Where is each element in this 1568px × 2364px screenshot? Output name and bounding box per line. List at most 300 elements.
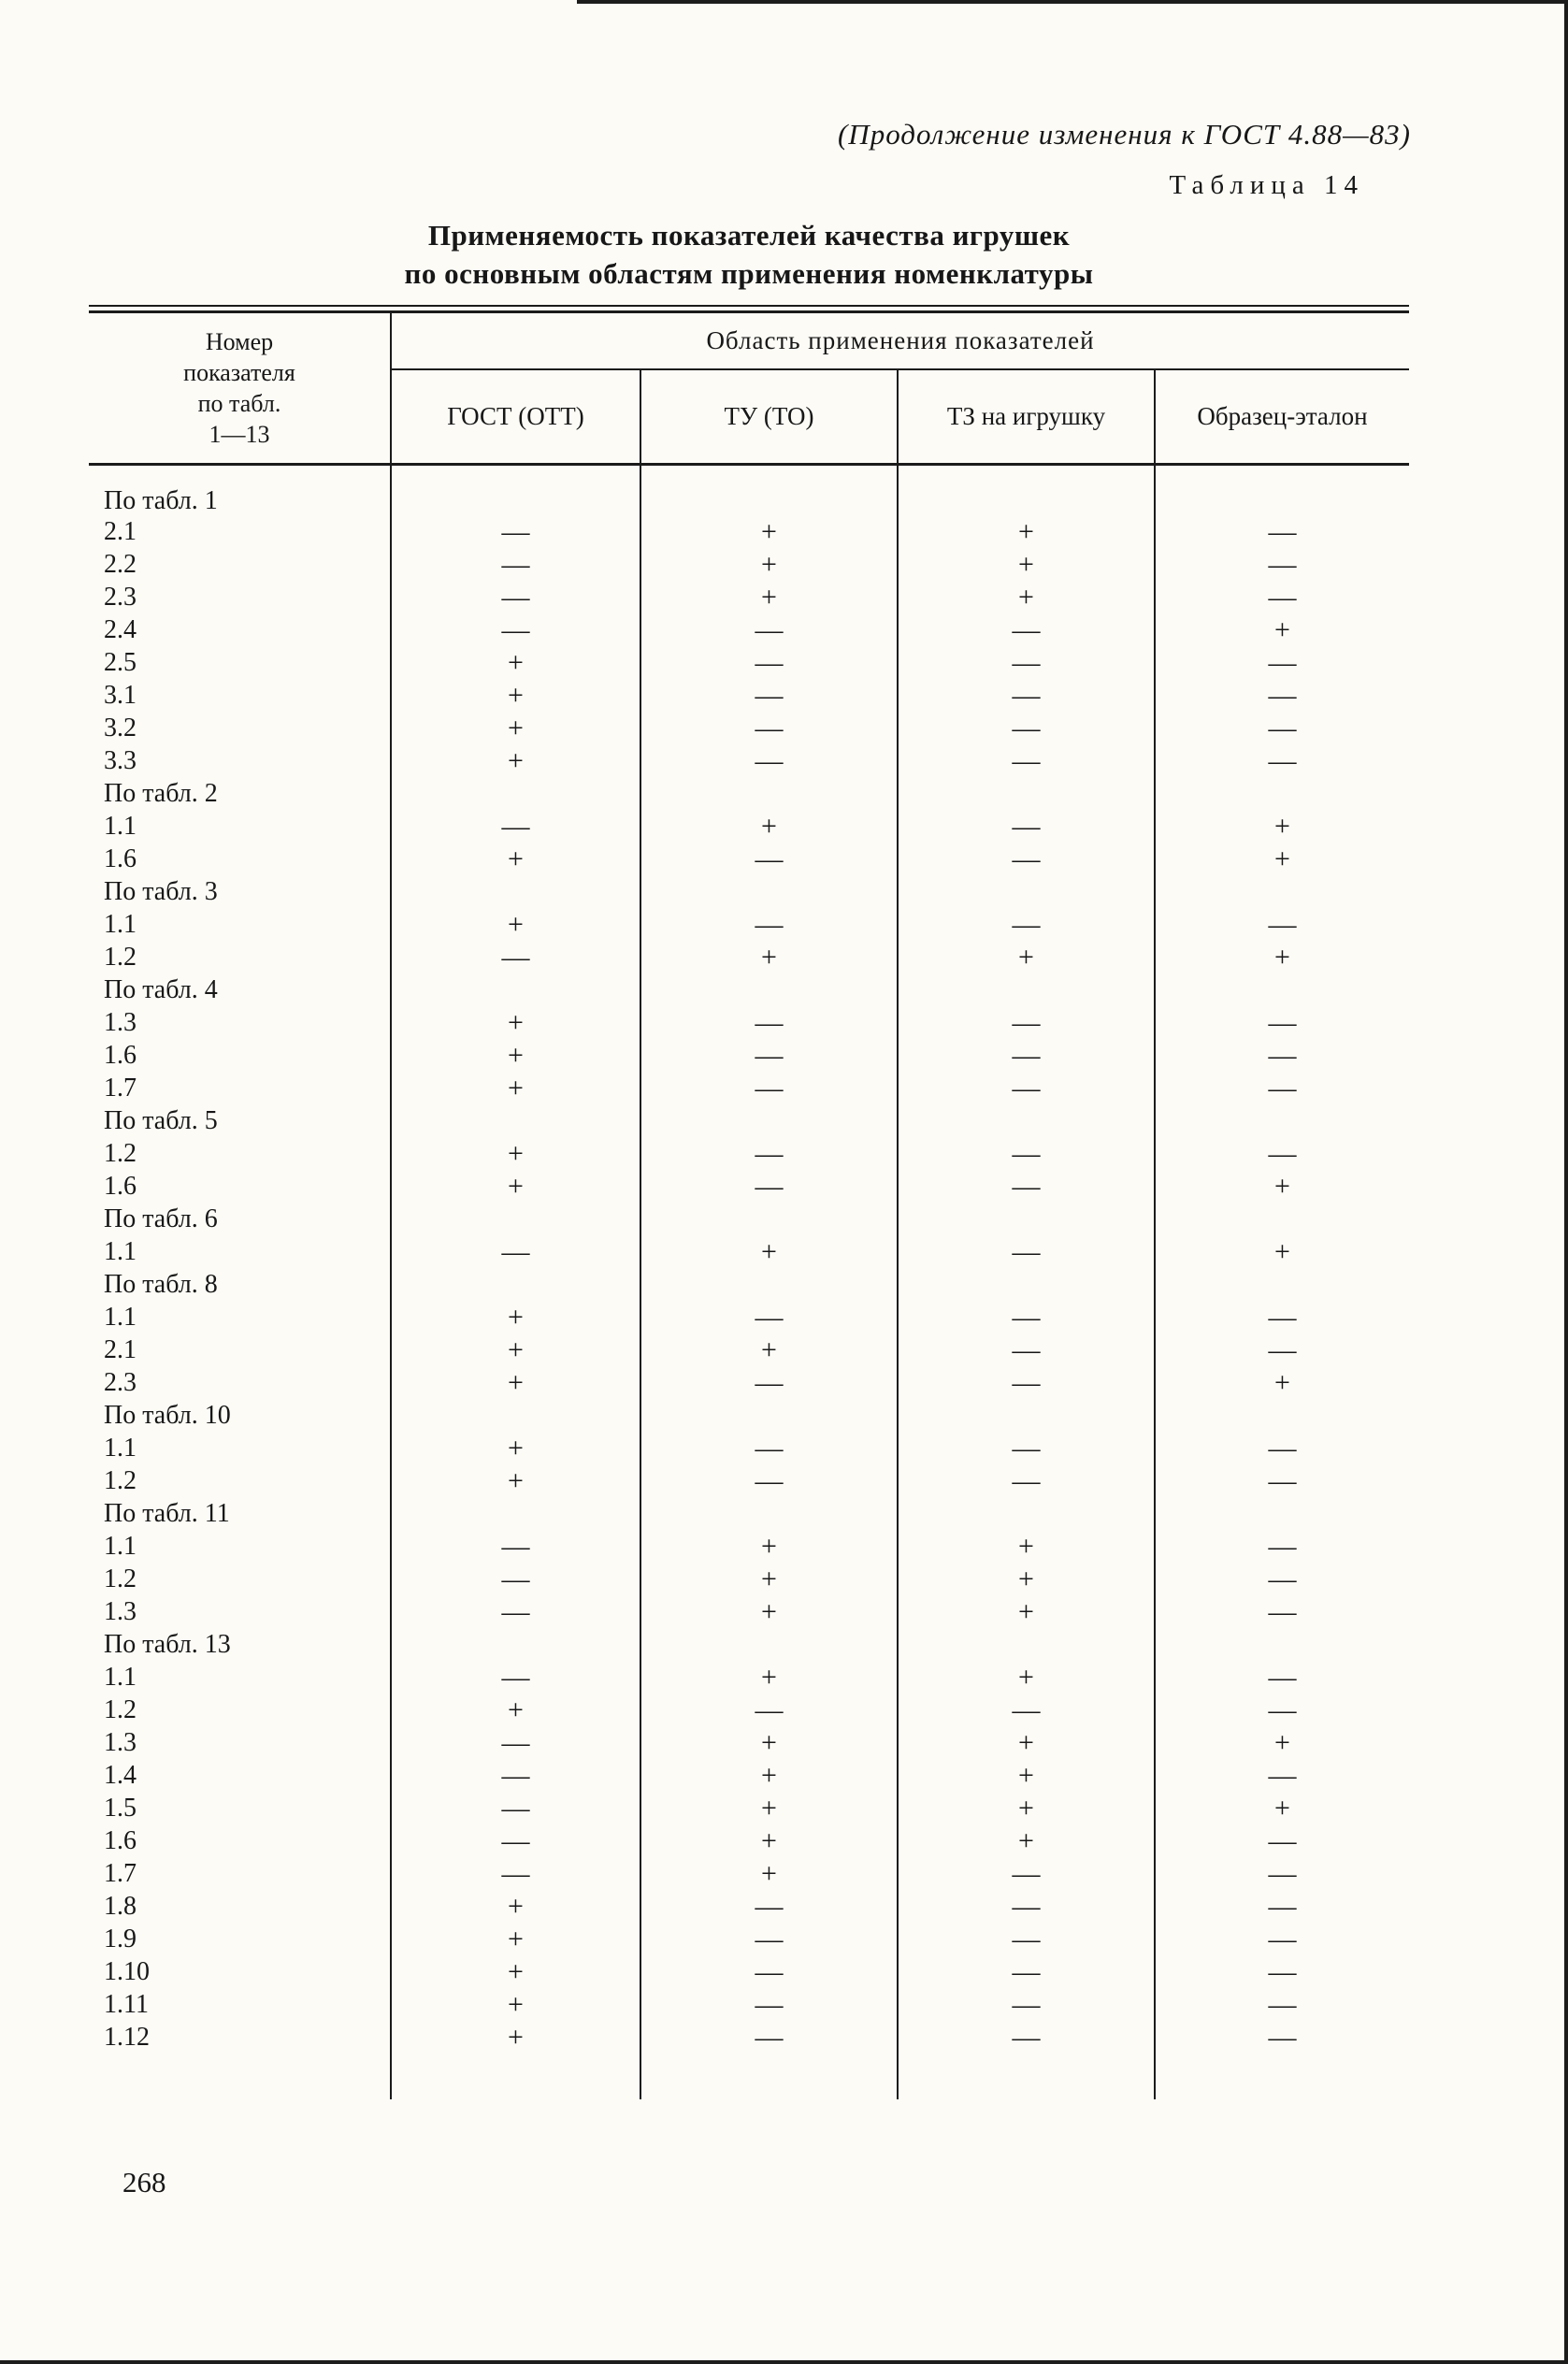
value-cell [640,464,898,516]
value-cell: — [640,1007,898,1040]
value-cell: — [640,745,898,778]
data-row [89,2022,1409,2054]
value-cell [391,1498,640,1531]
spacer-cell [640,2054,898,2099]
page-number: 268 [122,2166,166,2198]
value-cell: — [898,1956,1155,1989]
section-row [89,974,1409,1007]
continuation-note: (Продолжение изменения к ГОСТ 4.88—83) [837,118,1411,151]
value-cell [1155,1269,1409,1302]
value-cell [640,974,898,1007]
value-cell: — [1155,1924,1409,1956]
row-label: 1.10 [89,1956,391,1989]
value-cell: + [1155,1236,1409,1269]
row-label: 2.4 [89,614,391,647]
row-header-line-3: по табл. [197,389,281,417]
value-cell: — [898,1433,1155,1465]
value-cell: — [640,680,898,713]
value-cell [391,876,640,909]
data-row [89,942,1409,974]
value-cell: — [640,1040,898,1073]
value-cell: + [898,1531,1155,1564]
data-row [89,1956,1409,1989]
value-cell: + [640,1760,898,1793]
value-cell: + [640,1793,898,1825]
data-row [89,1793,1409,1825]
data-row [89,1171,1409,1204]
table-bottom-spacer [89,2054,1409,2099]
row-label: 1.2 [89,1564,391,1596]
data-row [89,614,1409,647]
row-label: 1.6 [89,843,391,876]
row-label: 3.2 [89,713,391,745]
value-cell: — [898,614,1155,647]
row-label: 3.3 [89,745,391,778]
value-cell: + [391,1040,640,1073]
row-label: 2.1 [89,516,391,549]
value-cell: — [391,1760,640,1793]
value-cell: + [1155,811,1409,843]
value-cell: — [1155,1073,1409,1105]
column-header-gost-ott: ГОСТ (ОТТ) [391,369,640,464]
value-cell: — [1155,1662,1409,1694]
value-cell: + [391,1433,640,1465]
value-cell: — [391,1596,640,1629]
data-row [89,1989,1409,2022]
data-row [89,1367,1409,1400]
data-row [89,1302,1409,1334]
value-cell [1155,876,1409,909]
value-cell [391,1629,640,1662]
spacer-cell [89,2054,391,2099]
row-label: 1.2 [89,1465,391,1498]
table-body [89,464,1409,2099]
value-cell: — [640,1989,898,2022]
column-header-tu-to: ТУ (ТО) [640,369,898,464]
value-cell: + [640,1858,898,1891]
value-cell [391,1105,640,1138]
value-cell [898,464,1155,516]
data-row [89,1138,1409,1171]
section-row [89,1498,1409,1531]
row-label: 1.1 [89,1433,391,1465]
value-cell: — [391,1825,640,1858]
row-label: 1.3 [89,1727,391,1760]
row-label: 1.3 [89,1596,391,1629]
value-cell: — [1155,582,1409,614]
data-row [89,1236,1409,1269]
value-cell: — [898,1302,1155,1334]
data-row [89,680,1409,713]
value-cell: + [391,1891,640,1924]
value-cell: — [898,1334,1155,1367]
value-cell [391,464,640,516]
value-cell [1155,1498,1409,1531]
value-cell: + [391,1138,640,1171]
value-cell: — [1155,1989,1409,2022]
section-row [89,1269,1409,1302]
value-cell: — [898,1040,1155,1073]
data-row [89,1040,1409,1073]
data-row [89,1760,1409,1793]
row-label: 1.1 [89,1531,391,1564]
scan-edge-top [577,0,1568,4]
value-cell: — [898,1924,1155,1956]
value-cell: + [898,549,1155,582]
value-cell: — [898,713,1155,745]
value-cell: + [1155,843,1409,876]
section-row [89,1400,1409,1433]
row-label: 1.5 [89,1793,391,1825]
section-row [89,1204,1409,1236]
data-row [89,1662,1409,1694]
row-label: По табл. 11 [89,1498,391,1531]
value-cell: — [898,909,1155,942]
value-cell: + [640,1662,898,1694]
value-cell: — [898,1989,1155,2022]
value-cell [898,1400,1155,1433]
title-line-1: Применяемость показателей качества игрушек [427,219,1071,252]
row-header-line-2: показателя [183,358,295,386]
value-cell: — [391,811,640,843]
value-cell: — [1155,680,1409,713]
value-cell: — [640,1433,898,1465]
value-cell: + [898,516,1155,549]
value-cell [391,1269,640,1302]
data-row [89,1531,1409,1564]
spacer-cell [391,2054,640,2099]
row-label: По табл. 6 [89,1204,391,1236]
data-row [89,1891,1409,1924]
value-cell: + [898,1825,1155,1858]
value-cell: + [640,811,898,843]
value-cell: + [640,1334,898,1367]
value-cell: — [1155,1891,1409,1924]
value-cell: — [640,614,898,647]
value-cell [640,1498,898,1531]
value-cell: — [1155,647,1409,680]
row-label: 1.9 [89,1924,391,1956]
value-cell: + [391,843,640,876]
data-row [89,1334,1409,1367]
value-cell: — [898,647,1155,680]
data-row [89,909,1409,942]
value-cell: + [391,647,640,680]
data-row [89,745,1409,778]
table-top-rule [89,305,1409,313]
value-cell: — [898,1171,1155,1204]
data-row [89,1924,1409,1956]
value-cell: — [391,1531,640,1564]
value-cell: + [1155,1793,1409,1825]
data-row [89,1465,1409,1498]
row-label: 1.1 [89,811,391,843]
value-cell: + [391,1694,640,1727]
value-cell: + [391,1073,640,1105]
value-cell: — [640,1891,898,1924]
value-cell [898,974,1155,1007]
row-label: 1.1 [89,1302,391,1334]
value-cell: — [391,942,640,974]
value-cell: + [1155,1367,1409,1400]
value-cell: + [640,1531,898,1564]
row-label: По табл. 2 [89,778,391,811]
value-cell: + [898,1727,1155,1760]
row-label: 1.7 [89,1073,391,1105]
value-cell: — [640,1138,898,1171]
value-cell: + [898,1793,1155,1825]
column-header-tz: ТЗ на игрушку [898,369,1155,464]
value-cell: + [391,1302,640,1334]
value-cell: — [640,647,898,680]
value-cell: — [1155,713,1409,745]
row-label: 2.3 [89,1367,391,1400]
value-cell: + [898,582,1155,614]
value-cell: — [640,843,898,876]
section-row [89,778,1409,811]
row-number-header [89,313,391,464]
value-cell: + [640,516,898,549]
value-cell: — [640,1465,898,1498]
value-cell: — [640,1956,898,1989]
value-cell: + [391,1465,640,1498]
row-label: 2.1 [89,1334,391,1367]
value-cell: + [391,1334,640,1367]
value-cell [898,1204,1155,1236]
document-title [89,216,1409,293]
value-cell: — [898,1694,1155,1727]
value-cell [1155,464,1409,516]
value-cell: — [391,614,640,647]
value-cell: — [898,1007,1155,1040]
value-cell: — [640,909,898,942]
value-cell: — [1155,1596,1409,1629]
value-cell [1155,974,1409,1007]
value-cell: + [391,1367,640,1400]
value-cell [640,1400,898,1433]
data-row [89,1825,1409,1858]
value-cell: — [1155,1138,1409,1171]
data-row [89,1073,1409,1105]
value-cell: — [898,1465,1155,1498]
group-header-row [89,313,1409,369]
value-cell: — [391,1236,640,1269]
row-label: 1.2 [89,942,391,974]
value-cell: + [391,1956,640,1989]
value-cell: — [1155,909,1409,942]
value-cell: + [1155,1171,1409,1204]
value-cell [640,778,898,811]
data-row [89,1564,1409,1596]
value-cell [640,1204,898,1236]
section-row [89,876,1409,909]
data-row [89,1727,1409,1760]
value-cell: + [1155,614,1409,647]
value-cell: — [640,1924,898,1956]
value-cell [898,778,1155,811]
value-cell: — [1155,1334,1409,1367]
data-row [89,647,1409,680]
row-label: 1.7 [89,1858,391,1891]
value-cell: — [898,843,1155,876]
value-cell [640,1269,898,1302]
value-cell: + [898,1662,1155,1694]
row-label: 1.12 [89,2022,391,2054]
value-cell: — [898,1073,1155,1105]
row-label: 1.3 [89,1007,391,1040]
value-cell: — [898,811,1155,843]
spacer-cell [1155,2054,1409,2099]
group-header: Область применения показателей [391,313,1409,369]
row-header-line-1: Номер [205,327,274,355]
value-cell: + [391,2022,640,2054]
section-row [89,464,1409,516]
value-cell: — [898,1858,1155,1891]
row-label: 1.2 [89,1138,391,1171]
value-cell: + [391,909,640,942]
column-header-obrazec-etalon: Образец-эталон [1155,369,1409,464]
value-cell: — [898,1138,1155,1171]
data-row [89,1007,1409,1040]
value-cell [1155,1204,1409,1236]
row-label: По табл. 4 [89,974,391,1007]
value-cell: + [640,1564,898,1596]
value-cell: + [391,1171,640,1204]
value-cell: + [391,1989,640,2022]
value-cell: — [1155,1564,1409,1596]
value-cell: — [1155,1465,1409,1498]
value-cell: — [640,1367,898,1400]
value-cell [391,1204,640,1236]
row-label: 1.1 [89,1662,391,1694]
value-cell: — [898,1367,1155,1400]
value-cell: — [391,1858,640,1891]
data-row [89,811,1409,843]
data-row [89,843,1409,876]
row-label: 1.6 [89,1040,391,1073]
value-cell: — [640,713,898,745]
value-cell: + [898,942,1155,974]
value-cell: + [640,549,898,582]
row-label: По табл. 10 [89,1400,391,1433]
value-cell: + [391,1007,640,1040]
value-cell: — [1155,745,1409,778]
data-row [89,516,1409,549]
value-cell [1155,778,1409,811]
value-cell: — [391,1564,640,1596]
value-cell: + [640,942,898,974]
value-cell: — [1155,1040,1409,1073]
scan-edge-bottom [0,2360,1568,2364]
value-cell: — [898,1891,1155,1924]
value-cell [391,778,640,811]
value-cell: — [1155,1302,1409,1334]
row-label: 1.1 [89,909,391,942]
spacer-cell [898,2054,1155,2099]
value-cell: + [391,1924,640,1956]
value-cell: — [1155,1760,1409,1793]
scan-edge-right [1564,0,1568,2364]
value-cell: — [898,745,1155,778]
value-cell: — [391,1662,640,1694]
value-cell: + [391,713,640,745]
row-label: По табл. 8 [89,1269,391,1302]
value-cell: — [640,2022,898,2054]
applicability-table [89,313,1409,2099]
value-cell: — [1155,1694,1409,1727]
row-label: По табл. 1 [89,464,391,516]
data-row [89,1858,1409,1891]
value-cell: + [391,745,640,778]
row-label: По табл. 13 [89,1629,391,1662]
value-cell: + [640,582,898,614]
value-cell [898,876,1155,909]
value-cell [1155,1105,1409,1138]
value-cell: + [640,1596,898,1629]
row-label: 2.2 [89,549,391,582]
value-cell: — [1155,1825,1409,1858]
applicability-table-wrap [89,305,1409,2099]
value-cell: — [640,1073,898,1105]
data-row [89,713,1409,745]
value-cell: — [1155,2022,1409,2054]
value-cell: + [391,680,640,713]
row-label: 1.6 [89,1825,391,1858]
value-cell: — [898,680,1155,713]
value-cell [1155,1629,1409,1662]
row-label: 1.6 [89,1171,391,1204]
value-cell: — [1155,1007,1409,1040]
value-cell [1155,1400,1409,1433]
value-cell: — [1155,516,1409,549]
value-cell [640,876,898,909]
value-cell: — [391,549,640,582]
value-cell: + [1155,942,1409,974]
row-label: По табл. 3 [89,876,391,909]
value-cell: — [1155,1956,1409,1989]
value-cell: — [640,1302,898,1334]
value-cell: — [391,516,640,549]
value-cell [391,974,640,1007]
value-cell [640,1105,898,1138]
section-row [89,1105,1409,1138]
table-caption: Таблица 14 [1169,170,1364,200]
value-cell: + [1155,1727,1409,1760]
title-line-2: по основным областям применения номенклатуры [404,257,1094,290]
row-label: 1.8 [89,1891,391,1924]
value-cell [898,1269,1155,1302]
value-cell: — [898,2022,1155,2054]
data-row [89,1694,1409,1727]
value-cell: — [391,582,640,614]
row-label: 1.2 [89,1694,391,1727]
data-row [89,1433,1409,1465]
row-label: 1.11 [89,1989,391,2022]
data-row [89,1596,1409,1629]
value-cell: — [1155,549,1409,582]
value-cell: + [898,1596,1155,1629]
row-label: 2.5 [89,647,391,680]
value-cell: — [1155,1858,1409,1891]
value-cell: — [1155,1433,1409,1465]
row-label: 1.4 [89,1760,391,1793]
data-row [89,549,1409,582]
row-label: 1.1 [89,1236,391,1269]
value-cell: + [898,1760,1155,1793]
value-cell [391,1400,640,1433]
row-label: 3.1 [89,680,391,713]
value-cell: — [640,1694,898,1727]
